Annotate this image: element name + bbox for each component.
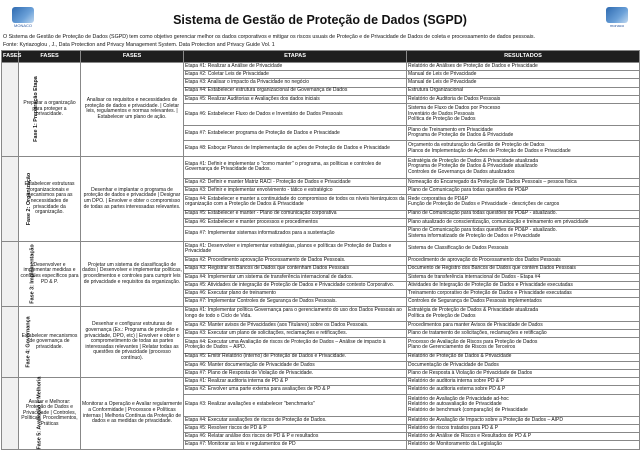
- etapa-cell: Etapa #2: Procedimento aprovação Processamento de Dados Pessoais.: [184, 257, 407, 265]
- table-row: [2, 63, 640, 71]
- etapa-cell: Etapa #1: Realizar a Análise de Privacidade: [184, 63, 407, 71]
- column-header: RESULTADOS: [407, 51, 640, 63]
- phase-objective: Avaliar e Melhorar: Proteção de Dados e Privacidade | Controles, Políticas, Procedimentos, Práticas: [19, 378, 81, 450]
- resultado-cell: Nomeação do Encarregado da Proteção de Dados Pessoais – pessoa física: [407, 178, 640, 186]
- etapa-cell: Etapa #1: Realizar auditoria interna de PD & P: [184, 378, 407, 386]
- phase-activities: Monitorar a Operação e Avaliar regularmente a Conformidade | Processos e Políticas internas | Melhoria Contínua da Proteção de dados e as medidas de privacidade.: [81, 378, 184, 450]
- resultado-cell: Relatório de Proteção de Dados & Privacidade: [407, 353, 640, 361]
- etapa-cell: Etapa #8: Esboçar Planos de Implementação de ações de Proteção de Dados e Privacidade: [184, 141, 407, 156]
- resultado-cell: Relatório de Análise de Riscos e Resultados de PD & P: [407, 433, 640, 441]
- etapa-cell: Etapa #4: Estabelecer e manter a continuidade do compromisso de todos os níveis hierárquicos da organização com a Proteção de Dados & Privacidade: [184, 195, 407, 210]
- phase-label-cell: [2, 306, 32, 378]
- etapa-cell: Etapa #6: Executar plano de treinamento: [184, 290, 407, 298]
- resultado-cell: Treinamento corporativo de Proteção de Dados e Privacidade executadas: [407, 290, 640, 298]
- resultado-cell: Manual de Leis de Privacidade: [407, 71, 640, 79]
- etapa-cell: Etapa #3: Registrar os Bancos de Dados que contenham Dados Pessoais: [184, 265, 407, 273]
- etapa-cell: Etapa #3: Realizar avaliações e estabelecer "benchmarks": [184, 394, 407, 416]
- etapa-cell: Etapa #7: Implementar sistemas informatizados para a sustentação: [184, 226, 407, 241]
- phase-label-cell: [2, 242, 36, 307]
- phase-activities: Desenhar e configurar estruturas de governança (Ex.: Programa de proteção e privacidade, DPO, etc) | Envolver e obter o comprometimento de todas as partes interessadas relevantes | Relatar todas as questões de privacidade (processo contínuo).: [81, 306, 184, 378]
- phase-label-cell: [2, 376, 43, 450]
- resultado-cell: Documentação de Privacidade de Dados: [407, 361, 640, 369]
- resultado-cell: Relatório de auditoria externa sobre PD & P: [407, 386, 640, 394]
- column-header: FASES: [81, 51, 184, 63]
- resultado-cell: Estratégia de Proteção de Dados & Privacidade atualizada Programa de Proteção de Dados & Privacidade atualizado Controles de Governança de Dados atualizados: [407, 156, 640, 178]
- phase-label: Fase 2: Organização: [26, 172, 33, 225]
- phase-label: Fase 3: Implementação: [29, 243, 36, 304]
- logo-right-text: monaco: [609, 23, 625, 28]
- logo-right: [597, 5, 637, 34]
- etapa-cell: Etapa #4: Estabelecer estrutura organizacional de Governança de Dados: [184, 87, 407, 95]
- sgpd-table: [1, 50, 640, 450]
- column-header: FASES: [2, 51, 19, 63]
- etapa-cell: Etapa #7: Plano de Resposta de Violação de Privacidade.: [184, 369, 407, 377]
- resultado-cell: Sistema de Fluxo de Dados por Processo Inventário de Dados Pessoais Política de Proteção de Dados: [407, 104, 640, 126]
- etapa-cell: Etapa #2: Manter avisos de Privacidades (aos Titulares) sobre os Dados Pessoais.: [184, 321, 407, 329]
- resultado-cell: Plano de Comunicação para todas questões de PD&P - atualizado. Sistema informatizado de Proteção de Dados e Privacidade: [407, 226, 640, 241]
- phase-objective: Preparar a organização para proteger a privacidade.: [19, 63, 81, 157]
- etapa-cell: Etapa #6: Estabelecer Fluxo de Dados e Inventário de Dados Pessoais: [184, 104, 407, 126]
- etapa-cell: Etapa #7: Implementar Controles de Segurança de Dados Pessoais.: [184, 298, 407, 306]
- resultado-cell: Plano de tratamento de solicitações, reclamações e retificação: [407, 330, 640, 338]
- resultado-cell: Relatório de Análises de Proteção de Dados e Privacidade: [407, 63, 640, 71]
- resultado-cell: Manual de Leis de Privacidade: [407, 79, 640, 87]
- column-header: FASES: [19, 51, 81, 63]
- resultado-cell: Documento de Registro dos Bancos de Dados que contém Dados Pessoais: [407, 265, 640, 273]
- resultado-cell: Procedimento de aprovação do Processamento dos Dados Pessoais: [407, 257, 640, 265]
- etapa-cell: Etapa #5: Estabelecer e manter - Plano de comunicação corporativa: [184, 210, 407, 218]
- resultado-cell: Plano de Treinamento em Privacidade Programa de Proteção de Dados & Privacidade: [407, 126, 640, 141]
- table-row: [2, 156, 640, 178]
- etapa-cell: Etapa #3: Definir e implementar envolvimento - tático e estratégico: [184, 187, 407, 195]
- resultado-cell: Sistema de transferência internacional de Dados - Etapa #4: [407, 273, 640, 281]
- table-header-row: [2, 51, 640, 63]
- table-row: [2, 306, 640, 321]
- etapa-cell: Etapa #6: Manter documentação de Privacidade de Dados: [184, 361, 407, 369]
- phase-objective: Desenvolver e implementar medidas e controles específicos para PD & P.: [19, 242, 81, 307]
- etapa-cell: Etapa #2: Definir e manter Matriz RACI - Proteção de Dados e Privacidade: [184, 178, 407, 186]
- logo-left-text: MONACO: [14, 23, 32, 28]
- resultado-cell: Plano de Comunicação para todas questões de PD&P - atualizado.: [407, 210, 640, 218]
- phase-activities: Projetar um sistema de classificação de dados | Desenvolver e implementar políticas, procedimentos e controles para cumprir leis de privacidade e requisitos da organização.: [81, 242, 184, 307]
- resultado-cell: Orçamento da estruturação da Gestão de Proteção de Dados Planos de Implementação de Ações de Proteção de Dados e Privacidade: [407, 141, 640, 156]
- etapa-cell: Etapa #4: Implementar um sistema de transferência internacional de dados.: [184, 273, 407, 281]
- etapa-cell: Etapa #1: Implementar política Governança para o gerenciamento do uso dos Dados Pessoais ao longo de todo o Ciclo de Vida.: [184, 306, 407, 321]
- phase-label: Fase 5: Avaliação e Melhoria: [36, 376, 43, 450]
- etapa-cell: Etapa #5: Atividades de integração de Proteção de Dados e Privacidade contexto Corporativo.: [184, 282, 407, 290]
- resultado-cell: Rede corporativa de PD&P Função de Proteção de Dados e Privacidade - descrições de cargos: [407, 195, 640, 210]
- etapa-cell: Etapa #7: Estabelecer programa de Proteção de Dados e Privacidade: [184, 126, 407, 141]
- phase-label: Fase 1: Preparação Etapa: [32, 76, 39, 142]
- etapa-cell: Etapa #3: Analisar o impacto da Privacidade no negócio: [184, 79, 407, 87]
- etapa-cell: Etapa #2: Envolver uma parte externa para avaliações de PD & P: [184, 386, 407, 394]
- phase-activities: Desenhar e implantar o programa de proteção de dados e privacidade | Designar um DPO. | Envolver e obter o compromisso de todas as partes interessadas relevantes.: [81, 156, 184, 241]
- etapa-cell: Etapa #1: Definir e implementar o "como manter" o programa, as políticas e controles de Governança de Privacidade de Dados.: [184, 156, 407, 178]
- resultado-cell: Procedimentos para manter Avisos de Privacidade de Dados: [407, 321, 640, 329]
- etapa-cell: Etapa #2: Coletar Leis de Privacidade: [184, 71, 407, 79]
- resultado-cell: Relatório de auditoria interna sobre PD & P: [407, 378, 640, 386]
- logo-mark-icon: [606, 7, 628, 23]
- table-row: [2, 242, 640, 257]
- resultado-cell: Controles de Segurança de Dados Pessoais implementados: [407, 298, 640, 306]
- resultado-cell: Plano atualizado de conscientização, comunicação e treinamento em privacidade: [407, 218, 640, 226]
- table-body: [2, 63, 640, 450]
- resultado-cell: Relatório de riscos tratados para PD & P: [407, 425, 640, 433]
- etapa-cell: Etapa #4: Executar avaliações de riscos de Proteção de Dados.: [184, 416, 407, 424]
- resultado-cell: Estrutura Organizacional: [407, 87, 640, 95]
- phase-activities: Analisar os requisitos e necessidades de proteção de dados e privacidade. | Coletar leis, regulamentos e normas relevantes. | Estabelecer um plano de ação.: [81, 63, 184, 157]
- table-row: [2, 378, 640, 386]
- resultado-cell: Sistema de Classificação de Dados Pessoais: [407, 242, 640, 257]
- page-title: Sistema de Gestão de Proteção de Dados (SGPD): [173, 13, 467, 27]
- resultado-cell: Relatório de Avaliação de Impacto sobre a Proteção de Dados – AIPD: [407, 416, 640, 424]
- resultado-cell: Relatório de Auditoria de Dados Pessoais: [407, 95, 640, 103]
- document-page: [1, 5, 639, 451]
- etapa-cell: Etapa #5: Emitir Relatório (interno) de Proteção de Dados e Privacidade.: [184, 353, 407, 361]
- resultado-cell: Relatório de Avaliação de Privacidade ad-hoc Relatório de autoavaliação de Privacidade Relatório de benchmark (comparação) de Privacidade: [407, 394, 640, 416]
- phase-objective: Estabelecer mecanismos de governança de privacidade.: [19, 306, 81, 378]
- column-header: ETAPAS: [184, 51, 407, 63]
- phase-label-cell: [2, 63, 39, 157]
- resultado-cell: Plano de Resposta à Violação de Privacidade de Dados: [407, 369, 640, 377]
- etapa-cell: Etapa #1: Desenvolver e implementar estratégias, planos e políticas de Proteção de Dados e Privacidade: [184, 242, 407, 257]
- resultado-cell: Relatório de Monitoramento da Legislação: [407, 441, 640, 450]
- phase-objective: Estabelecer estruturas organizacionais e mecanismos para as necessidades de privacidade da organização.: [19, 156, 81, 241]
- source-text: Fonte: Kyriazoglou , J., Data Protection and Privacy Management System. Data Protection and Privacy Guide Vol. 1: [3, 42, 275, 48]
- etapa-cell: Etapa #5: Resolver riscos de PD & P: [184, 425, 407, 433]
- phase-label: Fase 4: Governança: [25, 316, 32, 368]
- etapa-cell: Etapa #5: Realizar Auditorias e Avaliações dos dados iniciais: [184, 95, 407, 103]
- resultado-cell: Atividades de Integração de Proteção de Dados e Privacidade executadas: [407, 282, 640, 290]
- resultado-cell: Processo de Avaliação de Riscos para Proteção de Dados Plano de Gerenciamento de Riscos de Terceiros: [407, 338, 640, 353]
- description-text: O Sistema de Gestão de Proteção de Dados (SGPD) tem como objetivo gerenciar melhor os dados corporativos e mitigar os riscos usuais de Proteção e de Privacidade de Dados de coleta e processamento de dados pessoais.: [3, 34, 536, 40]
- resultado-cell: Plano de Comunicação para todas questões de PD&P: [407, 187, 640, 195]
- etapa-cell: Etapa #3: Executar um plano de solicitações, reclamações e retificações.: [184, 330, 407, 338]
- etapa-cell: Etapa #6: Relatar análise dos riscos de PD & P e resultados: [184, 433, 407, 441]
- etapa-cell: Etapa #4: Executar uma Avaliação de riscos de Proteção de Dados – Análise de impacto à Proteção de Dados – AIPD.: [184, 338, 407, 353]
- etapa-cell: Etapa #6: Estabelecer e manter processos e procedimentos: [184, 218, 407, 226]
- phase-label-cell: [2, 156, 33, 241]
- resultado-cell: Estratégia de Proteção de Dados & Privacidade atualizada Política de Proteção de Dados: [407, 306, 640, 321]
- etapa-cell: Etapa #7: Monitorar as leis e regulamentos de PD: [184, 441, 407, 450]
